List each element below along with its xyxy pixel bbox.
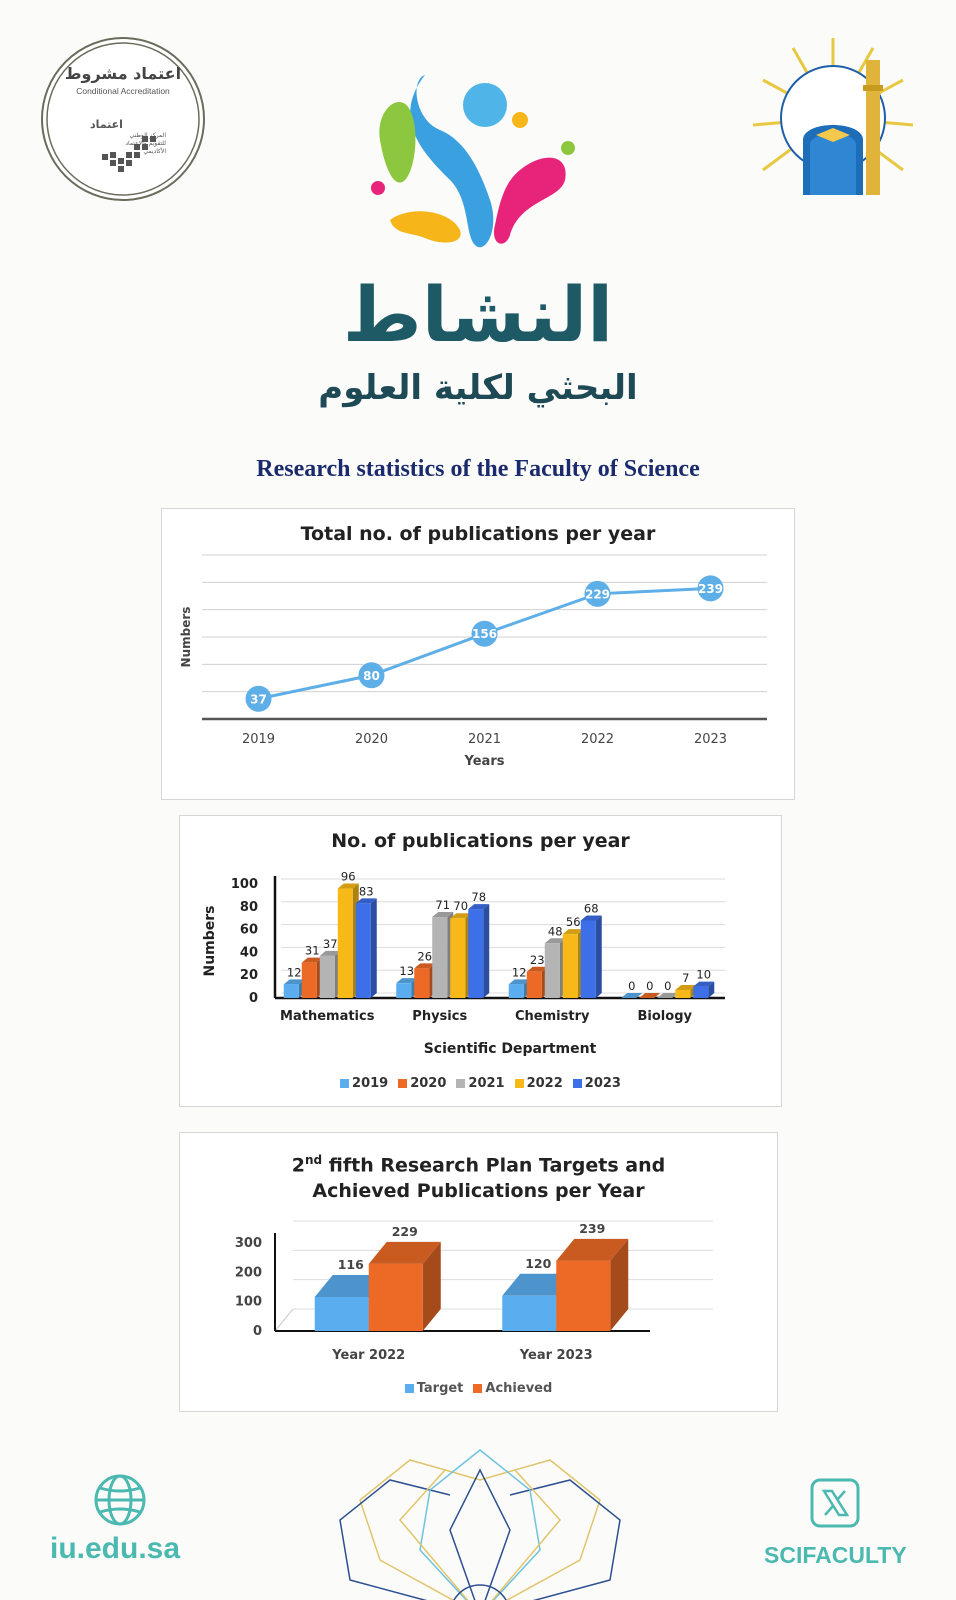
title-arabic: النشاط [342,270,614,359]
bar [693,982,714,998]
bar-front [563,934,578,998]
legend-swatch [405,1384,414,1393]
plan-chart [180,1133,777,1411]
bar [302,958,323,998]
data-label: 239 [697,581,724,596]
bar-front [675,990,690,998]
bar [527,967,548,998]
legend-item [398,1076,446,1091]
x-tick-label: Year 2022 [332,1348,406,1363]
x-tick-label: Biology [637,1009,692,1024]
y-axis-title: Numbers [179,606,193,668]
subtitle-arabic: البحثي لكلية العلوم [318,368,638,408]
y-tick-label: 100 [234,1294,262,1310]
data-label: 80 [363,668,380,683]
legend-swatch [573,1079,582,1088]
bar-chart-legend [180,1076,781,1091]
bar-front [693,987,708,998]
bar-chart-panel [179,815,782,1107]
globe-icon [92,1472,148,1528]
legend-label: Achieved [485,1381,553,1396]
bar-value-label: 12 [286,965,302,980]
x-axis-title: Scientific Department [423,1041,597,1057]
accreditation-title-en: Conditional Accreditation [76,86,170,96]
bar [338,884,359,998]
y-axis-title: Numbers [202,905,218,977]
bar [396,978,417,998]
bar [468,904,489,998]
legend-item [473,1381,552,1396]
bar-value-label: 120 [525,1255,552,1271]
data-label: 37 [250,692,267,707]
bar [369,1242,441,1331]
y-tick-label: 80 [239,899,258,915]
bar [509,979,530,998]
bar [675,985,696,998]
line-chart [162,509,794,799]
x-tick-label: Mathematics [280,1009,375,1024]
x-axis-title: Years [464,754,505,769]
y-tick-label: 60 [239,922,258,938]
y-tick-label: 0 [248,991,258,1006]
bar-value-label: 12 [511,965,527,980]
bar-value-label: 13 [399,964,415,979]
x-tick-label: 2022 [580,732,615,747]
data-label: 156 [471,627,498,642]
faculty-logo [370,60,590,270]
bar [284,979,305,998]
bar-value-label: 10 [696,967,712,982]
legend-item [405,1381,464,1396]
line-chart-panel [161,508,795,800]
x-tick-label: 2021 [467,732,502,747]
y-tick-label: 20 [239,968,258,984]
bar-front [556,1261,610,1331]
legend-swatch [473,1384,482,1393]
plan-chart-title-num: 2 [291,1154,306,1177]
bar [556,1239,628,1331]
bar [450,913,471,998]
x-tick-label: 2023 [693,732,728,747]
line-chart-title: Total no. of publications per year [300,523,656,545]
bar-value-label: 0 [628,979,636,993]
plan-chart-title-line1: fifth Research Plan Targets and [322,1154,666,1177]
y-tick-label: 40 [239,945,258,961]
bar-value-label: 23 [529,952,545,967]
legend-label: 2023 [584,1076,621,1091]
bar-value-label: 0 [664,979,672,993]
bar [581,915,602,998]
y-tick-label: 200 [234,1265,262,1281]
accreditation-logo-word: اعتماد [90,118,123,131]
bar-value-label: 83 [358,884,374,899]
bar-front [396,983,411,998]
x-tick-label: 2019 [241,732,276,747]
bar-front [414,968,429,998]
bar-front [509,984,524,998]
data-label: 229 [584,587,611,602]
faculty-logo-graphic [370,60,590,270]
bar-front [581,920,596,998]
bar-chart-title: No. of publications per year [331,830,630,852]
university-emblem-graphic [748,30,918,205]
accreditation-org-ar: المركز الوطني للتقويم والاعتماد الأكاديمي [125,132,166,155]
legend-label: 2020 [410,1076,447,1091]
x-tick-label: 2020 [354,732,389,747]
x-tick-label: Year 2023 [519,1348,593,1363]
bar-side [371,898,377,998]
bar-front [320,956,335,998]
bar-value-label: 26 [417,949,433,964]
bar-front [315,1297,369,1331]
x-tick-label: Physics [412,1009,468,1024]
bar-value-label: 0 [646,979,654,993]
legend-label: Target [416,1381,464,1396]
floor-edge [275,1309,293,1331]
bar-value-label: 239 [579,1220,606,1236]
university-emblem [748,30,918,205]
legend-swatch [398,1079,407,1088]
legend-swatch [456,1079,465,1088]
bar-value-label: 70 [453,899,469,914]
bar-value-label: 37 [322,936,338,951]
bar-front [302,963,317,998]
bar-value-label: 7 [682,971,690,986]
page-title: Research statistics of the Faculty of Science [256,456,700,482]
bar-front [369,1264,423,1331]
bar-front [284,984,299,998]
accreditation-seal-graphic [40,36,206,202]
legend-label: 2022 [526,1076,563,1091]
bar-value-label: 71 [435,898,451,913]
bar-value-label: 229 [391,1223,418,1239]
bar [545,938,566,998]
bar-value-label: 116 [337,1256,364,1272]
social-handle[interactable]: SCIFACULTY [764,1542,907,1568]
legend-swatch [515,1079,524,1088]
accreditation-seal [40,36,206,202]
legend-item [456,1076,504,1091]
y-tick-label: 100 [230,877,258,892]
bar-side [483,904,489,998]
bar-front [468,909,483,998]
bar-value-label: 56 [565,915,581,930]
bar-front [527,972,542,998]
legend-label: 2019 [352,1076,389,1091]
bar-value-label: 48 [547,924,563,939]
bar-front [545,943,560,998]
bar-front [432,917,447,998]
plan-chart-legend [180,1381,777,1396]
legend-item [515,1076,563,1091]
geometric-ornament [320,1440,640,1600]
y-tick-label: 300 [234,1236,262,1251]
x-tick-label: Chemistry [515,1009,590,1024]
accreditation-title-ar: اعتماد مشروط [64,64,182,83]
plan-chart-title-line2: Achieved Publications per Year [312,1180,645,1203]
bar-value-label: 96 [340,869,356,884]
bar [414,963,435,998]
bar-value-label: 78 [471,890,487,905]
legend-item [340,1076,388,1091]
x-social-icon[interactable] [810,1478,860,1528]
bar-chart [180,816,781,1106]
y-tick-label: 0 [252,1324,262,1339]
bar-front [502,1296,556,1331]
bar [356,898,377,998]
plan-chart-title-sup: nd [305,1153,323,1167]
bar-value-label: 68 [583,901,599,916]
bar-front [450,918,465,998]
bar-front [338,889,353,998]
legend-swatch [340,1079,349,1088]
website-link[interactable]: iu.edu.sa [50,1532,181,1565]
bar-side [596,915,602,998]
bar-value-label: 31 [304,943,320,958]
legend-label: 2021 [468,1076,505,1091]
bar [320,951,341,998]
plan-chart-panel [179,1132,778,1412]
bar [563,929,584,998]
footer-decoration [320,1440,640,1600]
bar [432,912,453,998]
bar-front [356,903,371,998]
legend-item [573,1076,621,1091]
